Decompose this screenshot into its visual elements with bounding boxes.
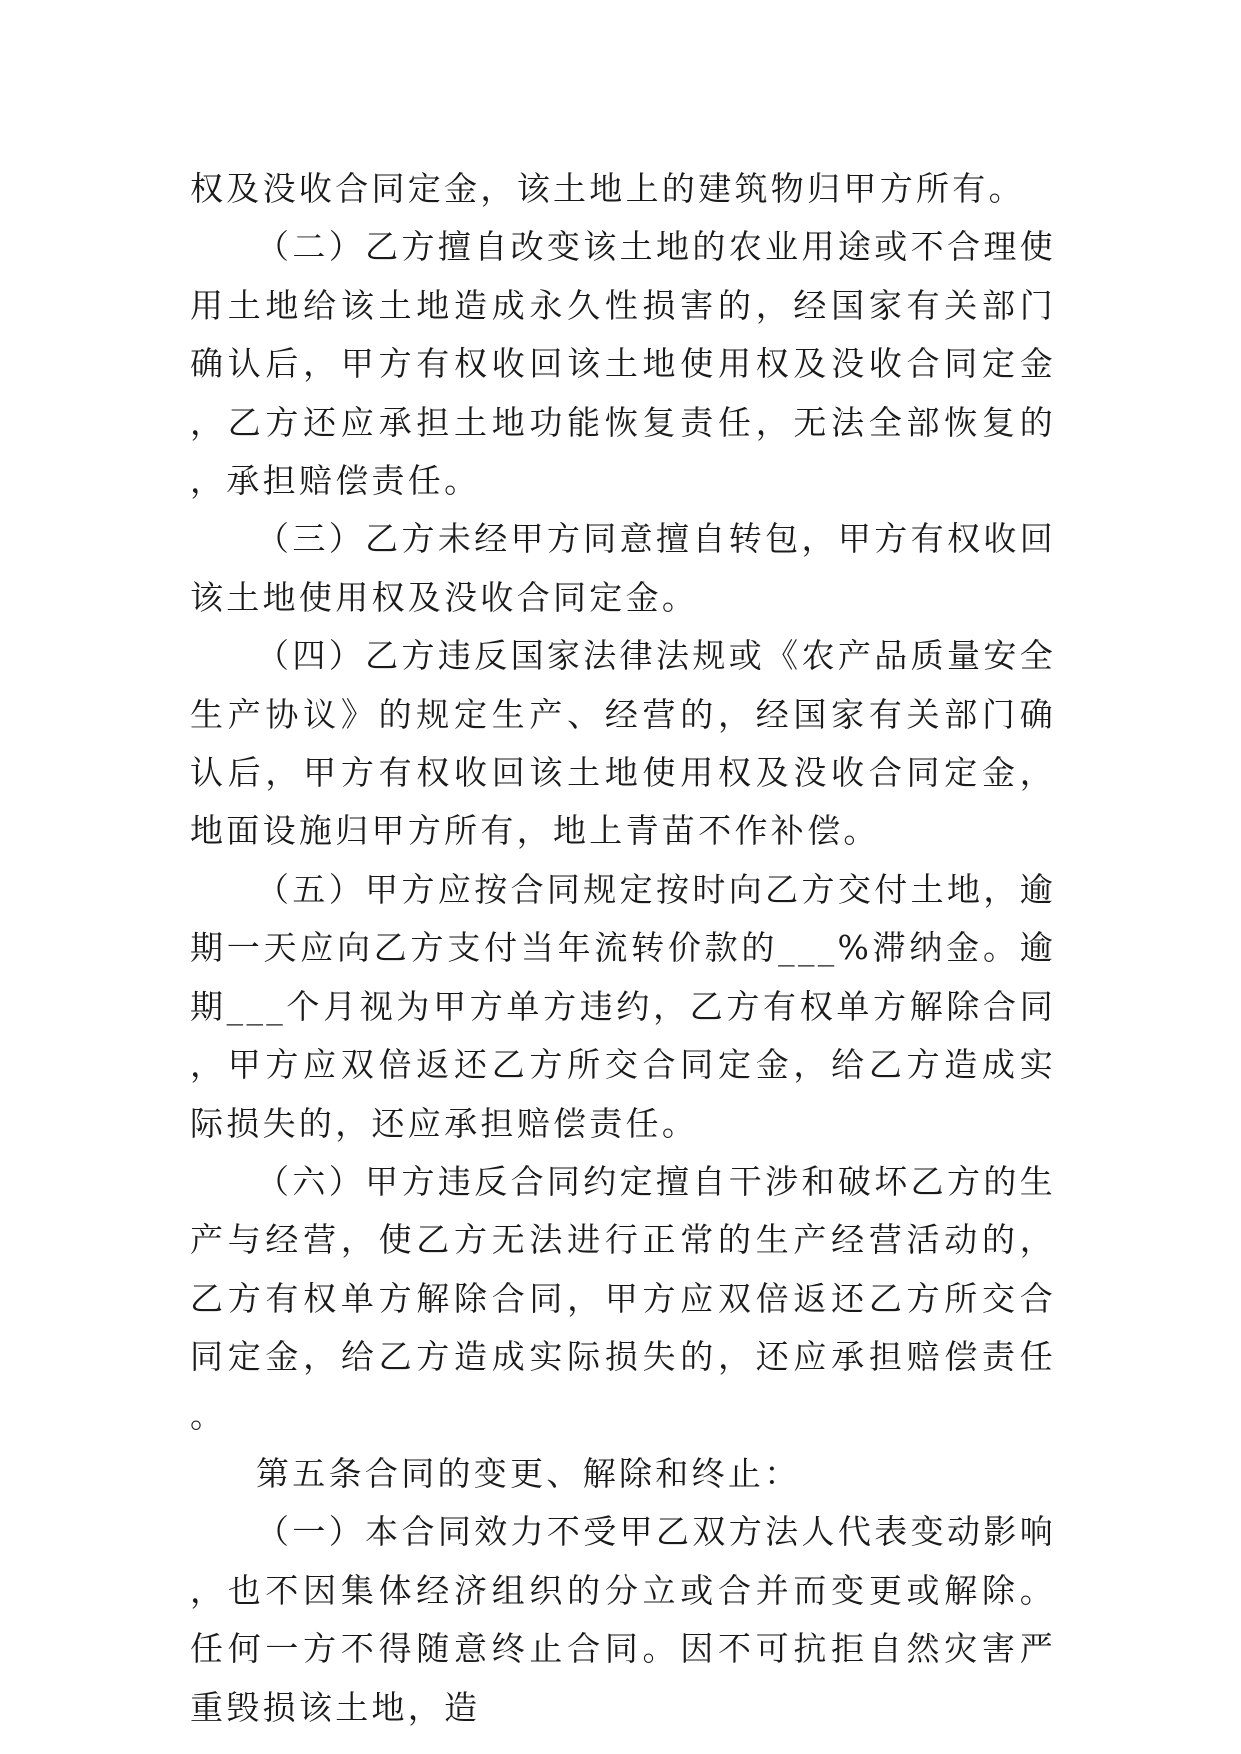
paragraph-clause-3: （三）乙方未经甲方同意擅自转包，甲方有权收回该土地使用权及没收合同定金。 (190, 519, 1056, 617)
paragraph-clause-2: （二）乙方擅自改变该土地的农业用途或不合理使用土地给该土地造成永久性损害的，经国家有关部门确认后，甲方有权收回该土地使用权及没收合同定金，乙方还应承担土地功能恢复责任，无法全部恢复的，承担赔偿责任。 (190, 227, 1056, 501)
section-heading-article-5: 第五条合同的变更、解除和终止： (256, 1453, 801, 1493)
paragraph-clause-6: （六）甲方违反合同约定擅自干涉和破坏乙方的生产与经营，使乙方无法进行正常的生产经营活动的，乙方有权单方解除合同，甲方应双倍返还乙方所交合同定金，给乙方造成实际损失的，还应承担赔偿责任。 (190, 1161, 1056, 1435)
paragraph-continuation: 权及没收合同定金，该土地上的建筑物归甲方所有。 (190, 169, 1025, 208)
paragraph-clause-5: （五）甲方应按合同规定按时向乙方交付土地，逾期一天应向乙方支付当年流转价款的___%滞纳金。逾期___个月视为甲方单方违约，乙方有权单方解除合同，甲方应双倍返还乙方所交合同定金，给乙方造成实际损失的，还应承担赔偿责任。 (190, 869, 1056, 1143)
document-body (190, 160, 1056, 1737)
paragraph-clause-4: （四）乙方违反国家法律法规或《农产品质量安全生产协议》的规定生产、经营的，经国家有关部门确认后，甲方有权收回该土地使用权及没收合同定金，地面设施归甲方所有，地上青苗不作补偿。 (190, 636, 1056, 851)
paragraph-article-5-clause-1: （一）本合同效力不受甲乙双方法人代表变动影响，也不因集体经济组织的分立或合并而变更或解除。任何一方不得随意终止合同。因不可抗拒自然灾害严重毁损该土地，造 (190, 1512, 1056, 1727)
